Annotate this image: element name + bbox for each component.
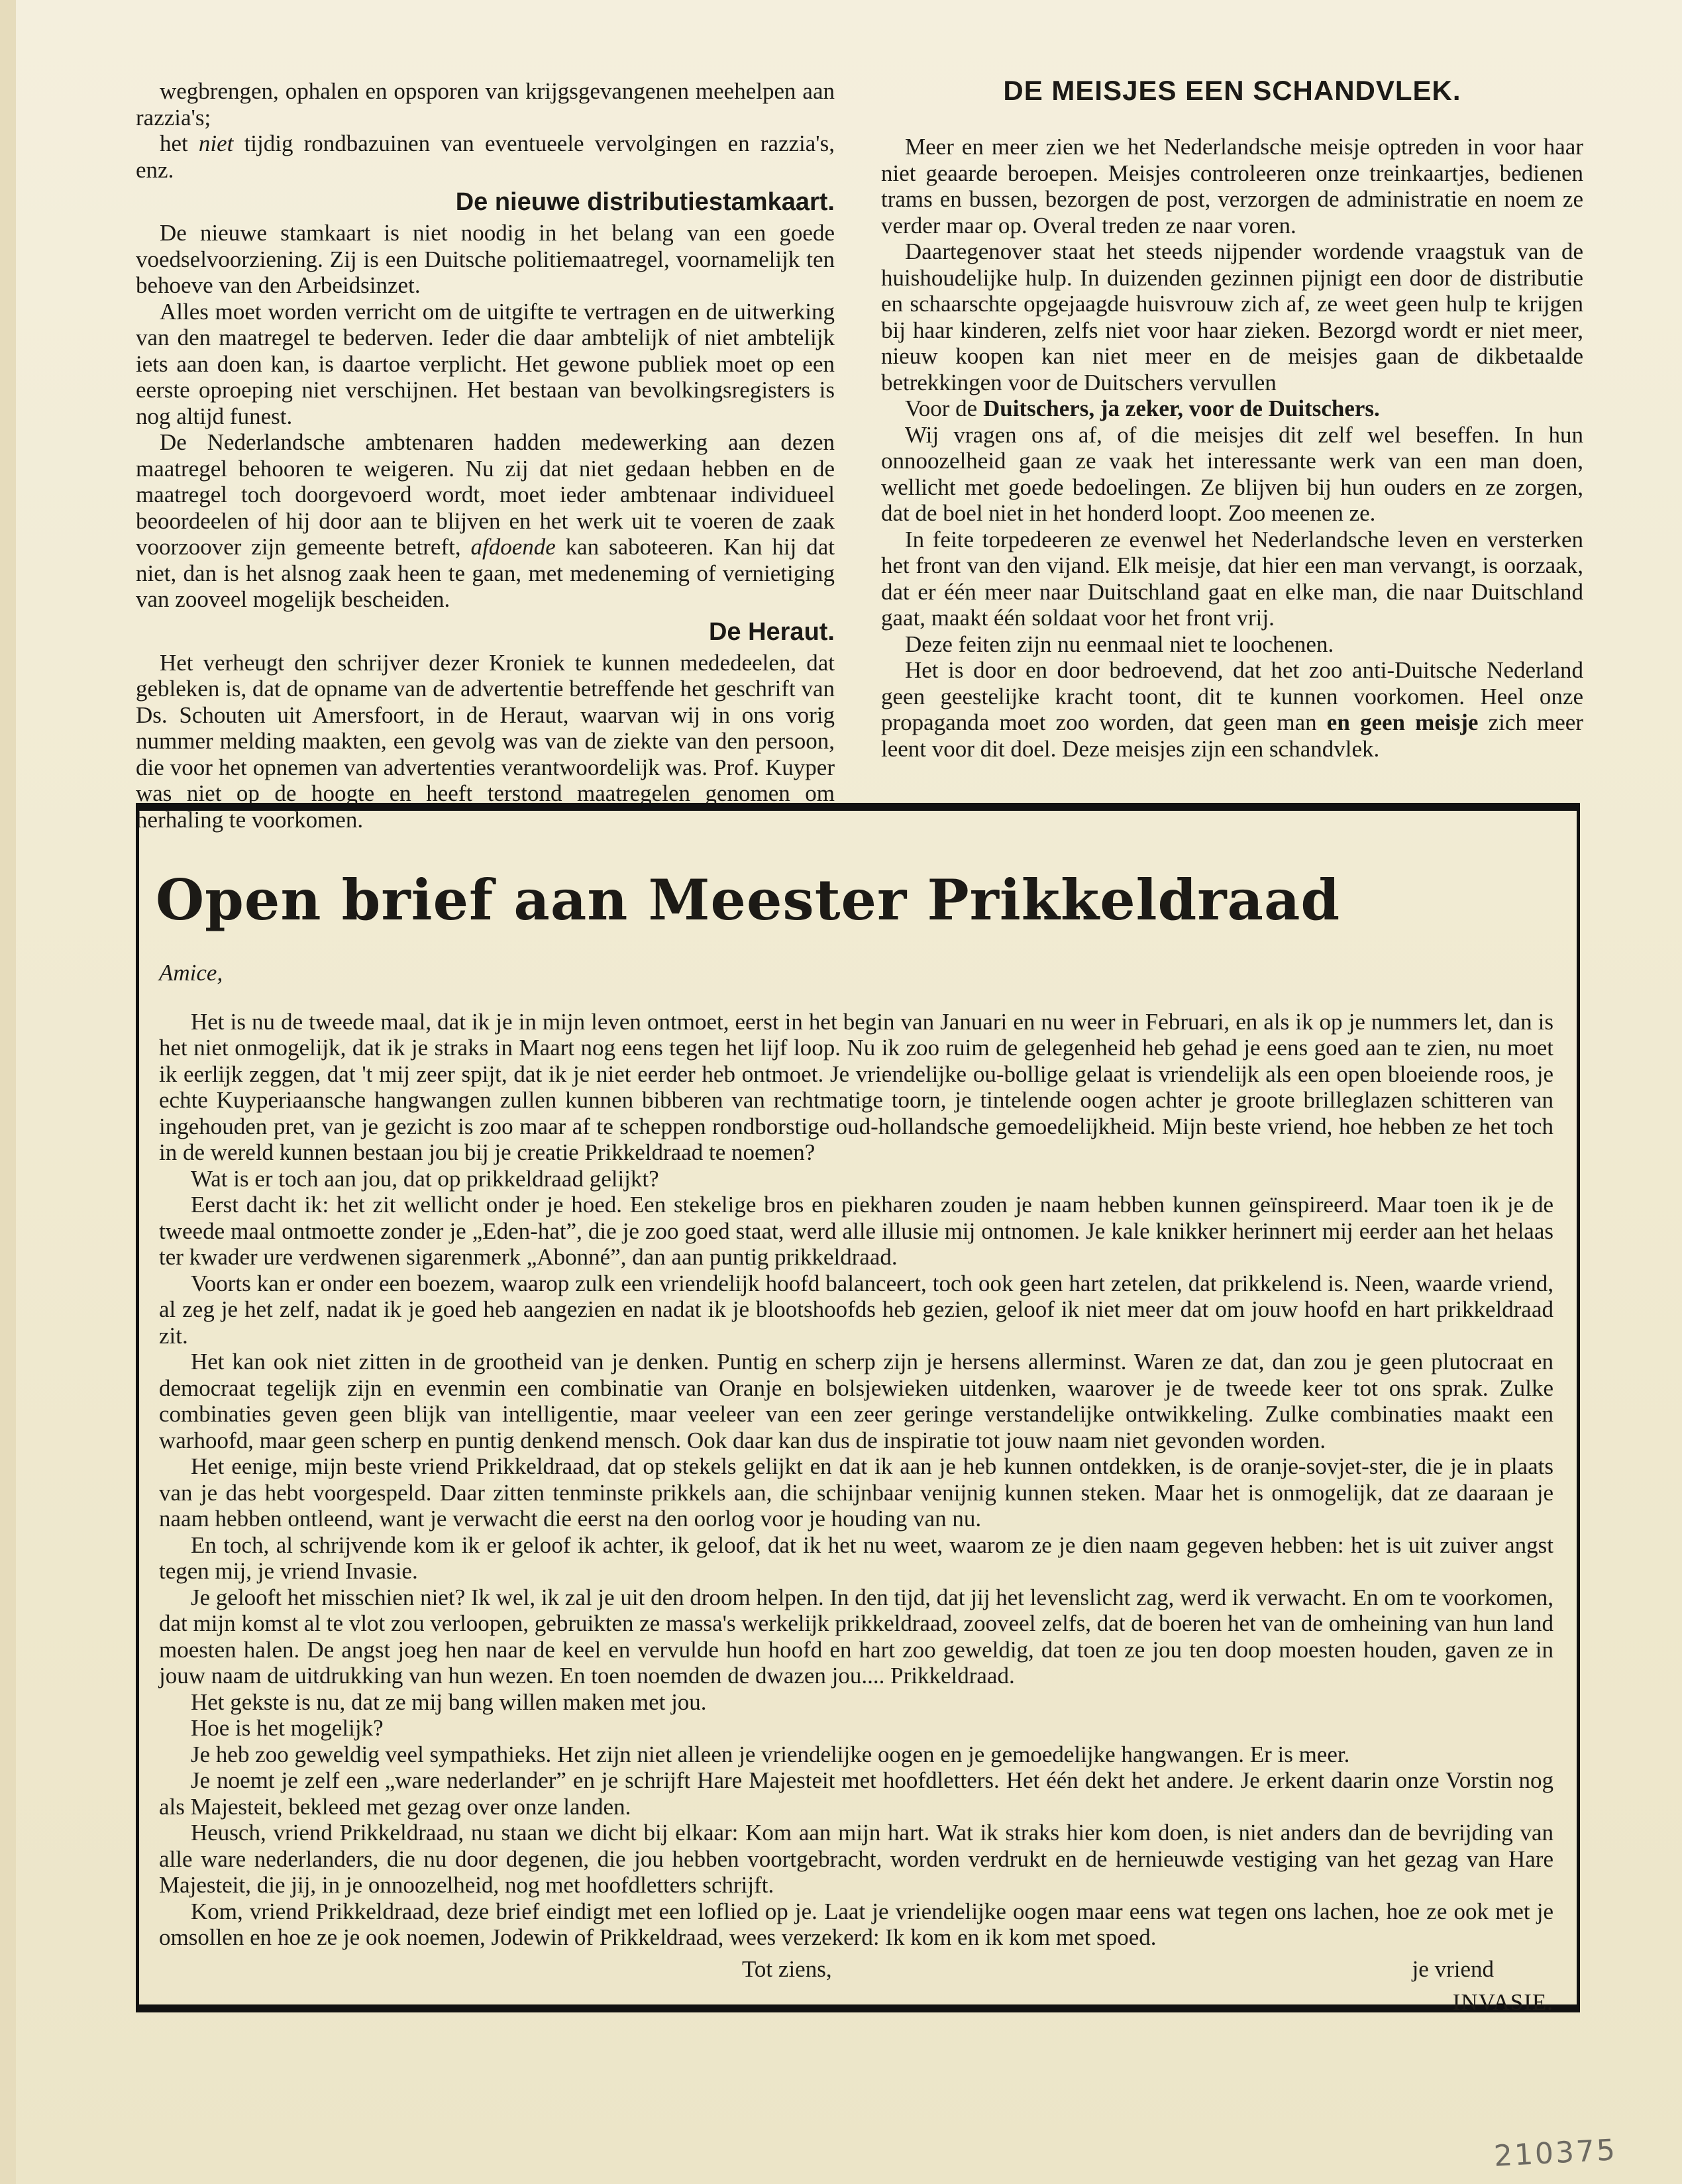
letter-paragraph: Je heb zoo geweldig veel sympathieks. Het zijn niet alleen je vriendelijke oogen en je gemoedelijke hangwangen. Er is meer. (191, 1741, 1350, 1767)
letter-paragraph: Kom, vriend Prikkeldraad, deze brief eindigt met een loflied op je. Laat je vriendelijke oogen maar eens wat tegen ons lachen, hoe ze ook met je omsollen en hoe ze je ook noemen, Jodewin of Prikkeldraad, wees verzekerd: Ik kom en ik kom met spoed. (159, 1898, 1553, 1950)
letter-paragraphs (159, 1009, 1553, 1951)
schandvlek-paragraph: Daartegenover staat het steeds nijpender wordende vraagstuk van de huishoudelijke hulp. In duizenden gezinnen pijnigt een door de distributie en schaarschte opgejaagde huisvrouw zich af, ze weet geen hulp te krijgen bij haar kinderen, zelfs niet voor haar zieken. Bezorgd wordt er niet meer, nieuw koopen kan niet meer en de meisjes gaan de dikbetaalde betrekkingen voor de Duitschers vervullen (881, 238, 1583, 395)
letter-signature-block (159, 1951, 1553, 2017)
stamkaart-paragraph: Alles moet worden verricht om de uitgifte te vertragen en de uitwerking van den maatregel te bederven. Ieder die daar ambtelijk of niet ambtelijk iets aan doen kan, is daartoe verplicht. Het gewone publiek moet op een eerste oproeping niet verschijnen. Het bestaan van bevolkingsregisters is nog altijd funest. (136, 298, 835, 429)
salutation: Amice, (159, 960, 223, 986)
heraut-paragraph: Het verheugt den schrijver dezer Kroniek te kunnen mededeelen, dat gebleken is, dat de opname van de advertentie betreffende het geschrift van Ds. Schouten uit Amersfoort, in de Heraut, waarvan wij in ons vorig nummer melding maakten, een gevolg was van de ziekte van den persoon, die voor het opnemen van advertenties verantwoordelijk was. Prof. Kuyper was niet op de hoogte en heeft terstond maatregelen genomen om herhaling te voorkomen. (136, 649, 835, 833)
schandvlek-paragraph: Deze feiten zijn nu eenmaal niet te loochenen. (905, 631, 1334, 657)
stamkaart-paragraph: De Nederlandsche ambtenaren hadden medewerking aan dezen maatregel behooren te weigeren. Nu zij dat niet gedaan hebben en de maatregel toch doorgevoerd wordt, moet ieder ambtenaar individueel beoordeelen of hij door aan te blijven en het werk uit te voeren de zaak voorzoover zijn gemeente betreft, afdoende kan saboteeren. Kan hij dat niet, dan is het alsnog zaak heen te gaan, met medeneming of vernietiging van zooveel mogelijk bescheiden. (136, 429, 835, 612)
stamkaart-paragraph: De nieuwe stamkaart is niet noodig in het belang van een goede voedselvoorziening. Zij is een Duitsche politiemaatregel, voornamelijk ten behoeve van den Arbeidsinzet. (136, 220, 835, 298)
letter-paragraph: Hoe is het mogelijk? (191, 1715, 384, 1741)
schandvlek-paragraph: Voor de Duitschers, ja zeker, voor de Duitschers. (905, 395, 1380, 421)
open-letter-body (159, 960, 1553, 2017)
letter-paragraph: Je gelooft het misschien niet? Ik wel, ik zal je uit den droom helpen. In den tijd, dat jij het levenslicht zag, werd ik verwacht. En om te voorkomen, dat mijn komst al te vlot zou verloopen, gebruikten ze massa's werkelijk prikkeldraad, zooveel zelfs, dat de boeren het van de omheining van hun land moesten halen. De angst joeg hen naar de keel en vervulde hun hoofd en hart zoo geweldig, dat toen ze jou ten doop moesten houden, gaven ze in jouw naam de uitdrukking van hun wezen. En toen noemden de dwazen jou.... Prikkeldraad. (159, 1584, 1553, 1689)
letter-paragraph: Het is nu de tweede maal, dat ik je in mijn leven ontmoet, eerst in het begin van Januari en nu weer in Februari, en als ik op je nummers let, dan is het niet onmogelijk, dat ik je straks in Maart nog eens tegen het lijf loop. Nu ik zoo ruim de gelegenheid heb gehad je eens goed aan te zien, nu moet ik eerlijk zeggen, dat 't mij zeer spijt, dat ik je niet eerder heb ontmoet. Je vriendelijke ou-bollige gelaat is vriendelijk als een open bloeiende roos, je echte Kuyperiaansche hangwangen zullen kunnen bibberen van rechtmatige toorn, je tintelende oogen achter je groote brilleglazen schitteren van ingehouden pret, van je gezicht is zoo maar af te scheppen rondborstige oud-hollandsche gemoedelijkheid. Mijn beste vriend, hoe hebben ze het toch in de wereld kunnen bestaan jou bij je creatie Prikkeldraad te noemen? (159, 1008, 1553, 1165)
section-heading-stamkaart: De nieuwe distributiestamkaart. (455, 188, 835, 216)
letter-paragraph: Eerst dacht ik: het zit wellicht onder je hoed. Een stekelige bros en piekharen zouden je naam hebben kunnen geïnspireerd. Maar toen ik je de tweede maal ontmoette zonder je „Eden-hat”, die je zoo goed staat, werd alle illusie mij ontnomen. Je kale knikker herinnert mij eerder aan het helaas ter kwader ure verdwenen sigarenmerk „Abonné”, dan aan puntig prikkeldraad. (159, 1192, 1553, 1270)
signature: INVASIE. (1452, 1989, 1553, 2015)
signoff: je vriend (1412, 1955, 1494, 1982)
closing: Tot ziens, (742, 1955, 832, 1982)
letter-paragraph: Het kan ook niet zitten in de grootheid van je denken. Puntig en scherp zijn je hersens allerminst. Waren ze dat, dan zou je geen plutocraat en democraat tegelijk zijn en evenmin een combinatie van Oranje en bolsjewieken uitdenken, waarover je de tweede keer tot ons sprak. Zulke combinaties geven geen blijk van intelligentie, maar veeleer van een zeer geringe verstandelijke ontwikkeling. Zulke combinaties maakt een warhoofd, maar geen scherp en puntig denkend mensch. Ook daar kan dus de inspiratie tot jouw naam niet gevonden worden. (159, 1349, 1553, 1453)
letter-paragraph: Wat is er toch aan jou, dat op prikkeldraad gelijkt? (191, 1165, 659, 1192)
schandvlek-paragraph: Het is door en door bedroevend, dat het zoo anti-Duitsche Nederland geen geestelijke kracht toont, dit te kunnen voorkomen. Heel onze propaganda moet zoo worden, dat geen man en geen meisje zich meer leent voor dit doel. Deze meisjes zijn een schandvlek. (881, 657, 1583, 762)
schandvlek-paragraph: In feite torpedeeren ze evenwel het Nederlandsche leven en versterken het front van den vijand. Elk meisje, dat hier een man vervangt, is oorzaak, dat er één meer naar Duitschland gaat en elke man, die naar Duitschland gaat, maakt één soldaat voor het front vrij. (881, 526, 1583, 631)
page-edge (0, 0, 16, 2184)
archive-number-handwritten: 210375 (1493, 2133, 1618, 2173)
open-letter-title: Open brief aan Meester Prikkeldraad (156, 867, 1341, 933)
section-heading-heraut: De Heraut. (708, 617, 835, 646)
letter-paragraph: Je noemt je zelf een „ware nederlander” en je schrijft Hare Majesteit met hoofdletters. Het één dekt het andere. Je erkent daarin onze Vorstin nog als Majesteit, bekleed met gezag over onze landen. (159, 1767, 1553, 1820)
letter-paragraph: Het gekste is nu, dat ze mij bang willen maken met jou. (191, 1689, 707, 1715)
schandvlek-paragraph: Wij vragen ons af, of die meisjes dit zelf wel beseffen. In hun onnoozelheid gaan ze vaak het interessante werk van een man doen, wellicht met goede bedoelingen. Ze blijven bij hun ouders en ze zorgen, dat de boel niet in het honderd loopt. Zoo meenen ze. (881, 421, 1583, 526)
letter-paragraph: Heusch, vriend Prikkeldraad, nu staan we dicht bij elkaar: Kom aan mijn hart. Wat ik straks hier kom doen, is niet anders dan de bevrijding van alle ware nederlanders, die nu door degenen, die jou hebben voortgebracht, worden verdrukt en de hernieuwde vestiging van het gezag van Hare Majesteit, die jij, in je onnoozelheid, nog met hoofdletters schrijft. (159, 1820, 1553, 1898)
left-column (136, 78, 835, 833)
intro-paragraph-2: het niet tijdig rondbazuinen van eventueele vervolgingen en razzia's, enz. (136, 130, 835, 183)
letter-paragraph: Het eenige, mijn beste vriend Prikkeldraad, dat op stekels gelijkt en dat ik aan je heb kunnen ontdekken, is de oranje-sovjet-ster, die je in plaats van je das hebt voorgespeld. Daar zitten tenminste prikkels aan, die schijnbaar venijnig kunnen steken. Maar het is onmogelijk, dat ze daaraan je naam hebben ontleend, want je verwacht die eerst na den oorlog voor je houding van nu. (159, 1453, 1553, 1532)
letter-paragraph: Voorts kan er onder een boezem, waarop zulk een vriendelijk hoofd balanceert, toch ook geen hart zetelen, dat prikkelend is. Neen, waarde vriend, al zeg je het zelf, nadat ik je goed heb aangezien en nadat ik je blootshoofds heb gezien, geloof ik niet meer dat om jouw hoofd en hart prikkeldraad zit. (159, 1270, 1553, 1349)
letter-paragraph: En toch, al schrijvende kom ik er geloof ik achter, ik geloof, dat ik het nu weet, waarom ze je dien naam gegeven hebben: het is uit zuiver angst tegen mij, je vriend Invasie. (159, 1532, 1553, 1584)
right-column (881, 73, 1583, 762)
schandvlek-paragraph: Meer en meer zien we het Nederlandsche meisje optreden in voor haar niet geaarde beroepen. Meisjes controleeren onze treinkaartjes, bedienen trams en bussen, bezorgen de post, verzorgen de administratie en noem ze verder maar op. Overal treden ze naar voren. (881, 134, 1583, 238)
open-letter-box (136, 803, 1580, 2015)
intro-paragraph-1: wegbrengen, ophalen en opsporen van krijgsgevangenen meehelpen aan razzia's; (136, 78, 835, 130)
article-heading-schandvlek: DE MEISJES EEN SCHANDVLEK. (1003, 75, 1461, 106)
